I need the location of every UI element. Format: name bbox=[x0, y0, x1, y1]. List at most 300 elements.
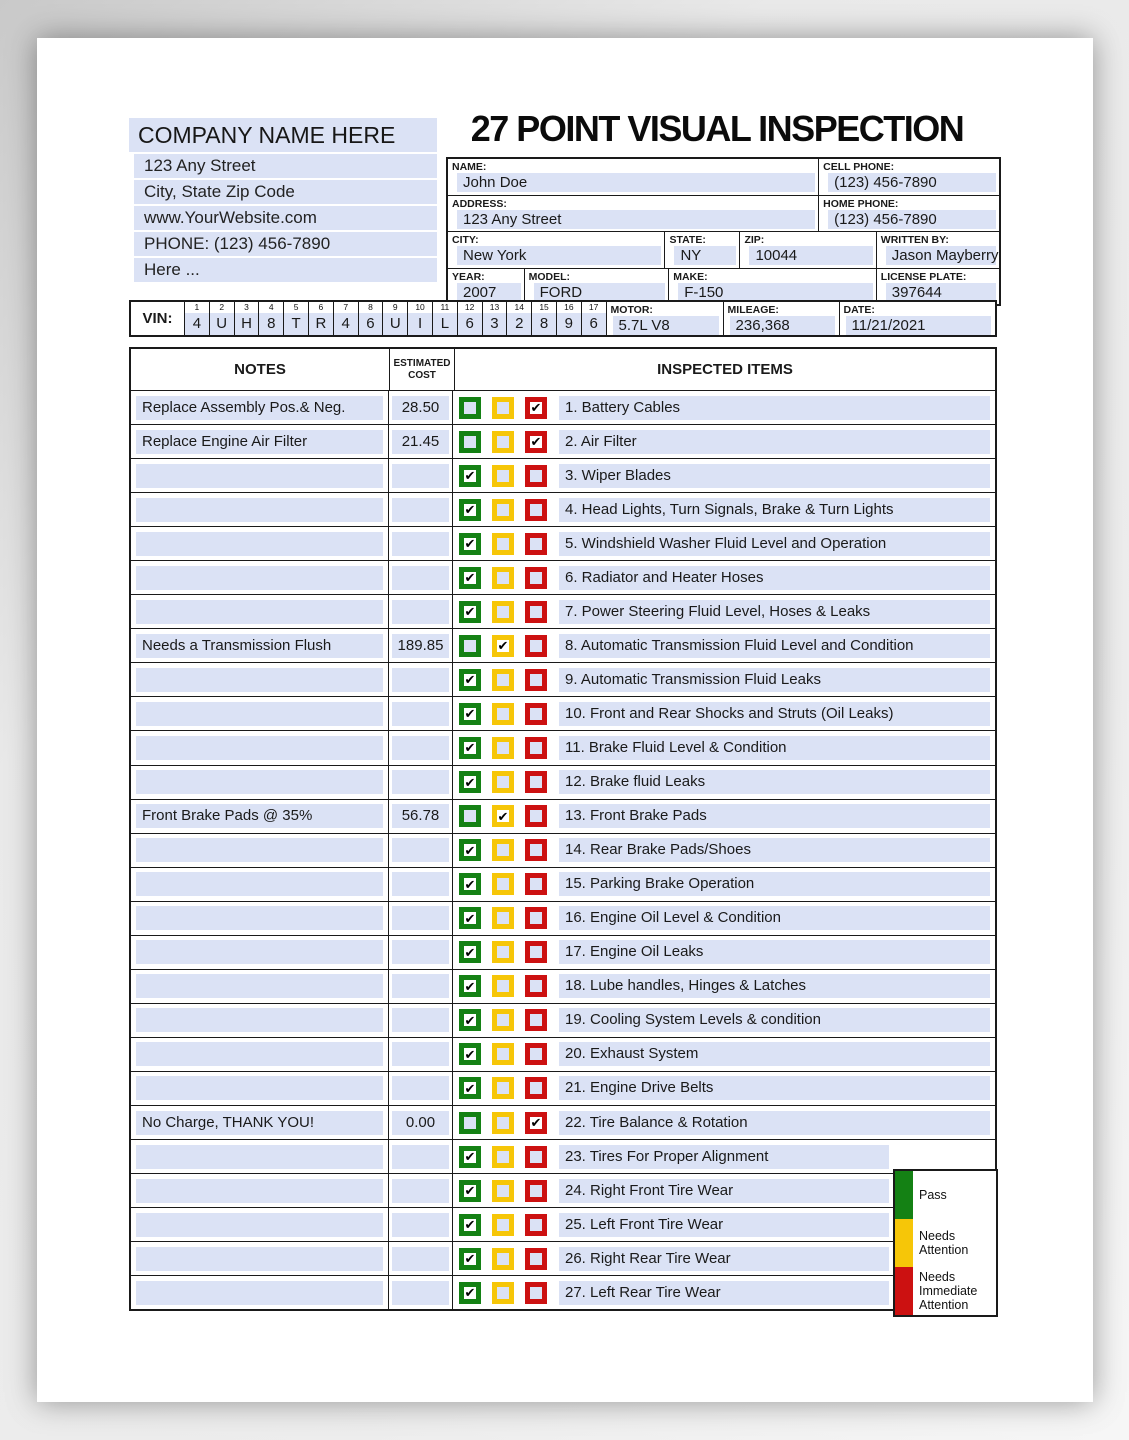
needs-attention-checkbox[interactable] bbox=[492, 1112, 514, 1134]
date-label: DATE: bbox=[843, 304, 875, 316]
inspection-row bbox=[131, 425, 995, 459]
note-field[interactable] bbox=[136, 838, 383, 862]
note-cell bbox=[131, 493, 389, 526]
needs-attention-checkbox[interactable] bbox=[492, 907, 514, 929]
note-cell bbox=[131, 731, 389, 764]
year-label: YEAR: bbox=[452, 270, 485, 283]
item-label: 17. Engine Oil Leaks bbox=[559, 940, 990, 964]
vin-char-cell[interactable] bbox=[383, 302, 408, 335]
pass-checkbox[interactable] bbox=[459, 635, 481, 657]
inspection-row bbox=[131, 1140, 995, 1174]
pass-checkbox[interactable] bbox=[459, 431, 481, 453]
vin-char[interactable]: U bbox=[383, 313, 407, 335]
needs-attention-checkbox[interactable] bbox=[492, 1214, 514, 1236]
needs-immediate-attention-checkbox[interactable] bbox=[525, 805, 547, 827]
pass-checkbox[interactable]: ✔ bbox=[459, 1077, 481, 1099]
needs-immediate-attention-checkbox[interactable] bbox=[525, 1146, 547, 1168]
note-field[interactable] bbox=[136, 1281, 383, 1305]
legend-immediate-label: Needs Immediate Attention bbox=[919, 1270, 978, 1312]
license-plate-field[interactable]: 397644 bbox=[886, 283, 996, 302]
needs-immediate-attention-checkbox[interactable] bbox=[525, 499, 547, 521]
needs-immediate-attention-checkbox[interactable] bbox=[525, 567, 547, 589]
inspection-row bbox=[131, 561, 995, 595]
company-letterhead bbox=[129, 118, 437, 282]
item-cell bbox=[453, 566, 995, 590]
estimated-cost-field[interactable] bbox=[392, 600, 449, 624]
vin-char[interactable]: 8 bbox=[259, 313, 283, 335]
needs-attention-checkbox[interactable]: ✔ bbox=[492, 635, 514, 657]
cost-cell bbox=[389, 902, 453, 935]
needs-immediate-attention-checkbox[interactable] bbox=[525, 669, 547, 691]
cost-cell bbox=[389, 834, 453, 867]
note-cell bbox=[131, 1004, 389, 1037]
inspection-form-page bbox=[37, 38, 1093, 1402]
item-cell bbox=[453, 940, 995, 964]
vin-bar bbox=[129, 300, 997, 337]
item-label: 21. Engine Drive Belts bbox=[559, 1076, 990, 1100]
pass-checkbox[interactable]: ✔ bbox=[459, 669, 481, 691]
estimated-cost-field[interactable] bbox=[392, 1145, 449, 1169]
vin-char[interactable]: 9 bbox=[557, 313, 581, 335]
company-address-line: 123 Any Street bbox=[134, 154, 437, 178]
needs-immediate-attention-checkbox[interactable] bbox=[525, 1282, 547, 1304]
needs-immediate-attention-checkbox[interactable] bbox=[525, 839, 547, 861]
estimated-cost-field[interactable]: 189.85 bbox=[392, 634, 449, 658]
pass-checkbox[interactable]: ✔ bbox=[459, 533, 481, 555]
city-label: CITY: bbox=[452, 234, 479, 246]
vin-char-cell[interactable] bbox=[309, 302, 334, 335]
vin-char[interactable]: I bbox=[408, 313, 432, 335]
pass-checkbox[interactable]: ✔ bbox=[459, 567, 481, 589]
item-label: 4. Head Lights, Turn Signals, Brake & Turn Lights bbox=[559, 498, 990, 522]
note-field[interactable]: No Charge, THANK YOU! bbox=[136, 1111, 383, 1135]
needs-attention-checkbox[interactable] bbox=[492, 839, 514, 861]
vin-char-cell[interactable] bbox=[185, 302, 210, 335]
needs-immediate-attention-checkbox[interactable] bbox=[525, 1009, 547, 1031]
note-cell bbox=[131, 697, 389, 730]
estimated-cost-field[interactable]: 21.45 bbox=[392, 430, 449, 454]
needs-attention-checkbox[interactable] bbox=[492, 533, 514, 555]
inspected-items-column-header: INSPECTED ITEMS bbox=[657, 361, 793, 378]
note-field[interactable]: Replace Engine Air Filter bbox=[136, 430, 383, 454]
item-cell bbox=[453, 804, 995, 828]
item-label: 7. Power Steering Fluid Level, Hoses & Leaks bbox=[559, 600, 990, 624]
vin-position-number: 8 bbox=[368, 302, 373, 312]
vin-position-number: 11 bbox=[440, 302, 450, 312]
note-field[interactable] bbox=[136, 1042, 383, 1066]
needs-immediate-attention-checkbox[interactable]: ✔ bbox=[525, 397, 547, 419]
pass-checkbox[interactable]: ✔ bbox=[459, 1214, 481, 1236]
cost-cell bbox=[389, 1208, 453, 1241]
item-cell bbox=[453, 906, 995, 930]
vin-char-cell[interactable] bbox=[532, 302, 557, 335]
pass-checkbox[interactable]: ✔ bbox=[459, 737, 481, 759]
vin-char[interactable]: L bbox=[433, 313, 457, 335]
note-cell bbox=[131, 970, 389, 1003]
needs-immediate-attention-checkbox[interactable] bbox=[525, 873, 547, 895]
inspection-row bbox=[131, 800, 995, 834]
needs-attention-checkbox[interactable] bbox=[492, 397, 514, 419]
vin-position-number: 2 bbox=[219, 302, 225, 312]
pass-checkbox[interactable]: ✔ bbox=[459, 873, 481, 895]
needs-immediate-attention-checkbox[interactable] bbox=[525, 533, 547, 555]
item-cell bbox=[453, 770, 995, 794]
needs-attention-checkbox[interactable] bbox=[492, 1009, 514, 1031]
vin-char-cell[interactable] bbox=[433, 302, 458, 335]
needs-attention-checkbox[interactable]: ✔ bbox=[492, 805, 514, 827]
estimated-cost-field[interactable] bbox=[392, 1076, 449, 1100]
vin-char-cell[interactable] bbox=[408, 302, 433, 335]
inspection-row bbox=[131, 1106, 995, 1140]
needs-immediate-attention-checkbox[interactable] bbox=[525, 601, 547, 623]
vin-char-cell[interactable] bbox=[235, 302, 260, 335]
needs-immediate-attention-checkbox[interactable] bbox=[525, 1248, 547, 1270]
state-field[interactable]: NY bbox=[674, 246, 736, 265]
estimated-cost-field[interactable] bbox=[392, 464, 449, 488]
vin-char-cell[interactable] bbox=[458, 302, 483, 335]
needs-immediate-attention-checkbox[interactable] bbox=[525, 465, 547, 487]
item-label: 8. Automatic Transmission Fluid Level and Condition bbox=[559, 634, 990, 658]
vin-position-number: 17 bbox=[588, 302, 599, 312]
address-label: ADDRESS: bbox=[452, 197, 507, 210]
needs-immediate-attention-checkbox[interactable] bbox=[525, 703, 547, 725]
needs-attention-checkbox[interactable] bbox=[492, 703, 514, 725]
item-cell bbox=[453, 1111, 995, 1135]
vin-char-cell[interactable] bbox=[210, 302, 235, 335]
needs-immediate-attention-checkbox[interactable] bbox=[525, 1180, 547, 1202]
pass-checkbox[interactable]: ✔ bbox=[459, 1282, 481, 1304]
inspection-row bbox=[131, 595, 995, 629]
vin-char-cell[interactable] bbox=[284, 302, 309, 335]
cost-cell bbox=[389, 1106, 453, 1139]
needs-immediate-attention-checkbox[interactable]: ✔ bbox=[525, 1112, 547, 1134]
needs-immediate-attention-checkbox[interactable]: ✔ bbox=[525, 431, 547, 453]
item-cell bbox=[453, 736, 995, 760]
vin-char[interactable]: 6 bbox=[582, 313, 606, 335]
note-field[interactable]: Front Brake Pads @ 35% bbox=[136, 804, 383, 828]
needs-attention-checkbox[interactable] bbox=[492, 975, 514, 997]
estimated-cost-field[interactable] bbox=[392, 1247, 449, 1271]
cost-cell bbox=[389, 1140, 453, 1173]
note-field[interactable] bbox=[136, 872, 383, 896]
estimated-cost-field[interactable] bbox=[392, 1281, 449, 1305]
vin-char[interactable]: 4 bbox=[185, 313, 209, 335]
vin-char[interactable]: H bbox=[235, 313, 259, 335]
note-field[interactable] bbox=[136, 1247, 383, 1271]
pass-checkbox[interactable]: ✔ bbox=[459, 1043, 481, 1065]
note-field[interactable] bbox=[136, 906, 383, 930]
pass-checkbox[interactable]: ✔ bbox=[459, 1146, 481, 1168]
needs-attention-checkbox[interactable] bbox=[492, 873, 514, 895]
note-field[interactable] bbox=[136, 600, 383, 624]
vin-char[interactable]: 6 bbox=[458, 313, 482, 335]
note-cell bbox=[131, 868, 389, 901]
estimated-cost-field[interactable] bbox=[392, 838, 449, 862]
zip-label: ZIP: bbox=[744, 234, 765, 246]
pass-checkbox[interactable]: ✔ bbox=[459, 465, 481, 487]
estimated-cost-field[interactable] bbox=[392, 498, 449, 522]
estimated-cost-field[interactable] bbox=[392, 906, 449, 930]
pass-checkbox[interactable] bbox=[459, 397, 481, 419]
item-cell bbox=[453, 1008, 995, 1032]
note-field[interactable] bbox=[136, 532, 383, 556]
vin-cells bbox=[185, 302, 607, 335]
estimated-cost-field[interactable] bbox=[392, 668, 449, 692]
legend-attention-label: Needs Attention bbox=[919, 1229, 969, 1257]
cost-cell bbox=[389, 629, 453, 662]
inspection-row bbox=[131, 697, 995, 731]
item-cell bbox=[453, 600, 995, 624]
item-label: 23. Tires For Proper Alignment bbox=[559, 1145, 889, 1169]
needs-attention-checkbox[interactable] bbox=[492, 771, 514, 793]
note-cell bbox=[131, 1242, 389, 1275]
needs-attention-checkbox[interactable] bbox=[492, 737, 514, 759]
motor-field[interactable]: 5.7L V8 bbox=[613, 316, 719, 335]
estimated-cost-field[interactable]: 0.00 bbox=[392, 1111, 449, 1135]
pass-checkbox[interactable]: ✔ bbox=[459, 975, 481, 997]
item-label: 2. Air Filter bbox=[559, 430, 990, 454]
inspection-row bbox=[131, 459, 995, 493]
needs-immediate-attention-checkbox[interactable] bbox=[525, 771, 547, 793]
estimated-cost-column-header: ESTIMATED COST bbox=[390, 349, 455, 390]
cost-cell bbox=[389, 800, 453, 833]
needs-immediate-attention-checkbox[interactable] bbox=[525, 1043, 547, 1065]
vin-char[interactable]: R bbox=[309, 313, 333, 335]
vin-char[interactable]: U bbox=[210, 313, 234, 335]
vin-char[interactable]: 4 bbox=[334, 313, 358, 335]
needs-attention-checkbox[interactable] bbox=[492, 567, 514, 589]
cost-cell bbox=[389, 493, 453, 526]
cost-cell bbox=[389, 561, 453, 594]
cost-cell bbox=[389, 697, 453, 730]
pass-checkbox[interactable]: ✔ bbox=[459, 1009, 481, 1031]
vin-position-number: 3 bbox=[244, 302, 249, 312]
pass-checkbox[interactable]: ✔ bbox=[459, 941, 481, 963]
note-field[interactable]: Needs a Transmission Flush bbox=[136, 634, 383, 658]
note-cell bbox=[131, 1174, 389, 1207]
inspection-row bbox=[131, 1276, 995, 1309]
note-cell bbox=[131, 629, 389, 662]
vin-char-cell[interactable] bbox=[582, 302, 607, 335]
model-field[interactable]: FORD bbox=[534, 283, 666, 302]
item-cell bbox=[453, 396, 995, 420]
legend-pass-color bbox=[895, 1171, 913, 1219]
item-cell bbox=[453, 498, 995, 522]
home-phone-label: HOME PHONE: bbox=[823, 197, 899, 210]
cost-cell bbox=[389, 391, 453, 424]
note-field[interactable] bbox=[136, 566, 383, 590]
vin-position-number: 4 bbox=[268, 302, 274, 312]
estimated-cost-field[interactable] bbox=[392, 1179, 449, 1203]
cell-phone-label: CELL PHONE: bbox=[823, 161, 895, 173]
cost-cell bbox=[389, 731, 453, 764]
cost-cell bbox=[389, 868, 453, 901]
estimated-cost-field[interactable]: 56.78 bbox=[392, 804, 449, 828]
needs-attention-checkbox[interactable] bbox=[492, 465, 514, 487]
vin-char[interactable]: T bbox=[284, 313, 308, 335]
customer-info-grid bbox=[446, 157, 1001, 306]
state-label: STATE: bbox=[669, 234, 706, 246]
needs-attention-checkbox[interactable] bbox=[492, 601, 514, 623]
estimated-cost-field[interactable] bbox=[392, 736, 449, 760]
needs-immediate-attention-checkbox[interactable] bbox=[525, 1214, 547, 1236]
note-cell bbox=[131, 1140, 389, 1173]
pass-checkbox[interactable]: ✔ bbox=[459, 907, 481, 929]
estimated-cost-field[interactable] bbox=[392, 872, 449, 896]
estimated-cost-field[interactable] bbox=[392, 940, 449, 964]
note-field[interactable] bbox=[136, 1076, 383, 1100]
needs-attention-checkbox[interactable] bbox=[492, 1248, 514, 1270]
needs-attention-checkbox[interactable] bbox=[492, 1282, 514, 1304]
pass-checkbox[interactable]: ✔ bbox=[459, 771, 481, 793]
vin-position-number: 1 bbox=[194, 302, 200, 312]
inspection-row bbox=[131, 629, 995, 663]
vin-position-number: 16 bbox=[564, 302, 574, 312]
year-field[interactable]: 2007 bbox=[457, 283, 521, 302]
cell-phone-field[interactable]: (123) 456-7890 bbox=[828, 173, 996, 192]
pass-checkbox[interactable]: ✔ bbox=[459, 703, 481, 725]
inspection-row bbox=[131, 391, 995, 425]
zip-field[interactable]: 10044 bbox=[749, 246, 872, 265]
estimated-cost-field[interactable] bbox=[392, 532, 449, 556]
vin-char[interactable]: 3 bbox=[483, 313, 507, 335]
item-label: 14. Rear Brake Pads/Shoes bbox=[559, 838, 990, 862]
note-field[interactable] bbox=[136, 702, 383, 726]
address-field[interactable]: 123 Any Street bbox=[457, 210, 815, 229]
note-field[interactable]: Replace Assembly Pos.& Neg. bbox=[136, 396, 383, 420]
estimated-cost-field[interactable] bbox=[392, 1008, 449, 1032]
cost-cell bbox=[389, 1242, 453, 1275]
needs-attention-checkbox[interactable] bbox=[492, 941, 514, 963]
inspection-row bbox=[131, 527, 995, 561]
item-cell bbox=[453, 668, 995, 692]
vin-char[interactable]: 2 bbox=[507, 313, 531, 335]
status-legend bbox=[893, 1169, 998, 1317]
item-label: 12. Brake fluid Leaks bbox=[559, 770, 990, 794]
note-field[interactable] bbox=[136, 668, 383, 692]
license-plate-label: LICENSE PLATE: bbox=[880, 270, 967, 283]
inspection-row bbox=[131, 970, 995, 1004]
item-label: 9. Automatic Transmission Fluid Leaks bbox=[559, 668, 990, 692]
pass-checkbox[interactable] bbox=[459, 805, 481, 827]
needs-attention-checkbox[interactable] bbox=[492, 499, 514, 521]
estimated-cost-field[interactable] bbox=[392, 566, 449, 590]
note-field[interactable] bbox=[136, 1145, 383, 1169]
note-cell bbox=[131, 834, 389, 867]
pass-checkbox[interactable]: ✔ bbox=[459, 839, 481, 861]
needs-attention-checkbox[interactable] bbox=[492, 431, 514, 453]
name-field[interactable]: John Doe bbox=[457, 173, 815, 192]
cost-cell bbox=[389, 663, 453, 696]
cost-cell bbox=[389, 1072, 453, 1105]
vin-position-number: 5 bbox=[293, 302, 299, 312]
item-cell bbox=[453, 1076, 995, 1100]
pass-checkbox[interactable]: ✔ bbox=[459, 499, 481, 521]
needs-attention-checkbox[interactable] bbox=[492, 1180, 514, 1202]
vin-char-cell[interactable] bbox=[483, 302, 508, 335]
note-field[interactable] bbox=[136, 736, 383, 760]
estimated-cost-field[interactable] bbox=[392, 974, 449, 998]
pass-checkbox[interactable]: ✔ bbox=[459, 1248, 481, 1270]
estimated-cost-field[interactable] bbox=[392, 1213, 449, 1237]
pass-checkbox[interactable]: ✔ bbox=[459, 601, 481, 623]
notes-column-header: NOTES bbox=[131, 349, 390, 390]
vin-position-number: 15 bbox=[539, 302, 549, 312]
needs-attention-checkbox[interactable] bbox=[492, 1146, 514, 1168]
inspection-rows bbox=[131, 391, 995, 1309]
home-phone-field[interactable]: (123) 456-7890 bbox=[828, 210, 996, 229]
note-cell bbox=[131, 459, 389, 492]
note-field[interactable] bbox=[136, 498, 383, 522]
needs-attention-checkbox[interactable] bbox=[492, 669, 514, 691]
city-field[interactable]: New York bbox=[457, 246, 661, 265]
note-field[interactable] bbox=[136, 974, 383, 998]
vin-char[interactable]: 8 bbox=[532, 313, 556, 335]
vin-char-cell[interactable] bbox=[359, 302, 384, 335]
cost-cell bbox=[389, 766, 453, 799]
needs-immediate-attention-checkbox[interactable] bbox=[525, 737, 547, 759]
vin-char[interactable]: 6 bbox=[359, 313, 383, 335]
vin-char-cell[interactable] bbox=[507, 302, 532, 335]
item-cell bbox=[453, 872, 995, 896]
estimated-cost-field[interactable]: 28.50 bbox=[392, 396, 449, 420]
needs-immediate-attention-checkbox[interactable] bbox=[525, 635, 547, 657]
item-label: 13. Front Brake Pads bbox=[559, 804, 990, 828]
needs-immediate-attention-checkbox[interactable] bbox=[525, 1077, 547, 1099]
estimated-cost-field[interactable] bbox=[392, 702, 449, 726]
make-field[interactable]: F-150 bbox=[678, 283, 873, 302]
item-label: 10. Front and Rear Shocks and Struts (Oil Leaks) bbox=[559, 702, 990, 726]
vin-position-number: 10 bbox=[415, 302, 425, 312]
mileage-field[interactable]: 236,368 bbox=[730, 316, 835, 335]
note-cell bbox=[131, 800, 389, 833]
note-field[interactable] bbox=[136, 1008, 383, 1032]
pass-checkbox[interactable] bbox=[459, 1112, 481, 1134]
needs-attention-checkbox[interactable] bbox=[492, 1043, 514, 1065]
note-field[interactable] bbox=[136, 1213, 383, 1237]
note-field[interactable] bbox=[136, 770, 383, 794]
model-label: MODEL: bbox=[528, 270, 571, 283]
make-label: MAKE: bbox=[673, 270, 708, 283]
vin-char-cell[interactable] bbox=[334, 302, 359, 335]
note-field[interactable] bbox=[136, 940, 383, 964]
company-name: COMPANY NAME HERE bbox=[129, 118, 437, 152]
needs-immediate-attention-checkbox[interactable] bbox=[525, 975, 547, 997]
estimated-cost-field[interactable] bbox=[392, 1042, 449, 1066]
vin-position-number: 12 bbox=[464, 302, 475, 312]
note-cell bbox=[131, 663, 389, 696]
needs-immediate-attention-checkbox[interactable] bbox=[525, 907, 547, 929]
vin-char-cell[interactable] bbox=[557, 302, 582, 335]
written-by-label: WRITTEN BY: bbox=[880, 234, 949, 246]
vin-char-cell[interactable] bbox=[259, 302, 284, 335]
vin-position-number: 14 bbox=[514, 302, 524, 312]
note-field[interactable] bbox=[136, 464, 383, 488]
needs-immediate-attention-checkbox[interactable] bbox=[525, 941, 547, 963]
date-field[interactable]: 11/21/2021 bbox=[846, 316, 991, 335]
item-cell bbox=[453, 1145, 995, 1169]
item-cell bbox=[453, 430, 995, 454]
note-cell bbox=[131, 1106, 389, 1139]
written-by-field[interactable]: Jason Mayberry bbox=[886, 246, 996, 265]
estimated-cost-field[interactable] bbox=[392, 770, 449, 794]
vin-position-number: 13 bbox=[489, 302, 500, 312]
name-label: NAME: bbox=[452, 161, 487, 173]
pass-checkbox[interactable]: ✔ bbox=[459, 1180, 481, 1202]
inspection-row bbox=[131, 834, 995, 868]
needs-attention-checkbox[interactable] bbox=[492, 1077, 514, 1099]
note-field[interactable] bbox=[136, 1179, 383, 1203]
